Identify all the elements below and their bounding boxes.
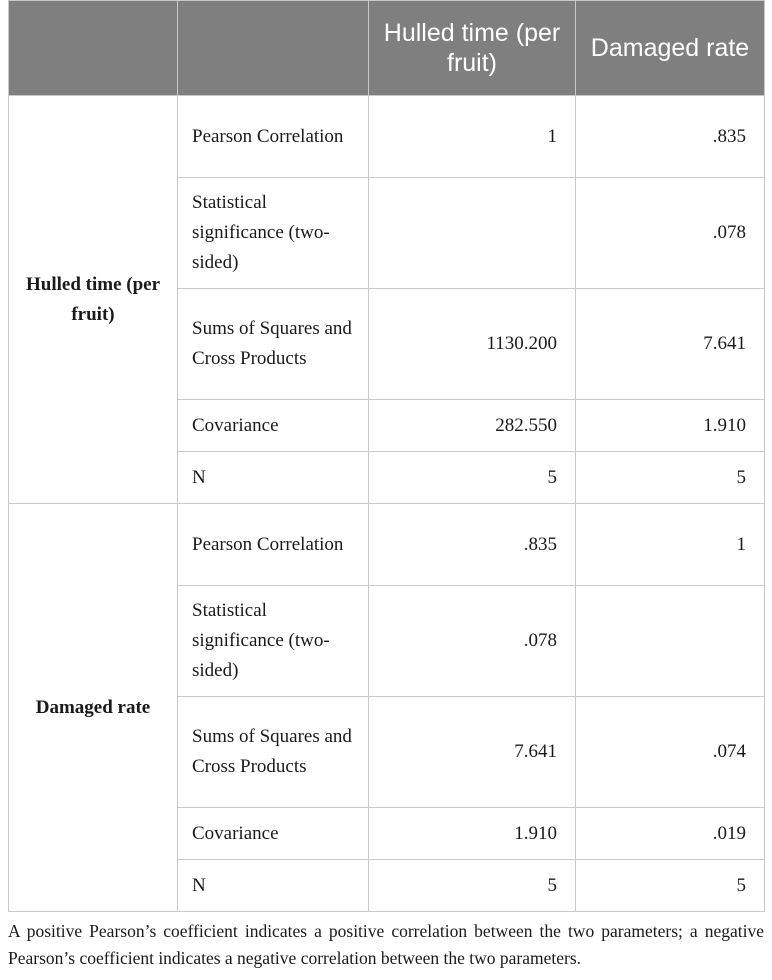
value-cell: 5 [576,860,765,912]
stat-label: Sums of Squares and Cross Products [178,697,369,808]
correlation-table-container [8,0,764,912]
header-damaged-rate: Damaged rate [576,1,765,96]
value-cell: .078 [369,586,576,697]
header-blank-cell [9,1,178,96]
value-cell: .835 [369,504,576,586]
group-label-damaged-rate: Damaged rate [9,504,178,912]
value-cell: 282.550 [369,400,576,452]
value-cell: .074 [576,697,765,808]
value-cell: 7.641 [369,697,576,808]
value-cell: 5 [369,860,576,912]
value-cell: 5 [369,452,576,504]
header-hulled-time: Hulled time (per fruit) [369,1,576,96]
table-footnote: A positive Pearson’s coefficient indicates a positive correlation between the two parameters; a negative Pearson’s coefficient indicates a negative correlation between the two parameters. [8,921,764,968]
value-cell [369,178,576,289]
group-label-hulled-time: Hulled time (per fruit) [9,96,178,504]
stat-label: N [178,860,369,912]
value-cell: 7.641 [576,289,765,400]
value-cell: .019 [576,808,765,860]
header-row [9,1,765,96]
value-cell [576,586,765,697]
stat-label: N [178,452,369,504]
value-cell: 1 [369,96,576,178]
stat-label: Covariance [178,808,369,860]
stat-label: Sums of Squares and Cross Products [178,289,369,400]
header-blank-cell-2 [178,1,369,96]
value-cell: 1.910 [369,808,576,860]
stat-label: Pearson Correlation [178,96,369,178]
value-cell: 1130.200 [369,289,576,400]
value-cell: 1.910 [576,400,765,452]
value-cell: .078 [576,178,765,289]
stat-label: Pearson Correlation [178,504,369,586]
stat-label: Covariance [178,400,369,452]
table-row [9,96,765,178]
table-row [9,504,765,586]
stat-label: Statistical significance (two-sided) [178,586,369,697]
value-cell: 5 [576,452,765,504]
correlation-table [8,0,765,912]
stat-label: Statistical significance (two-sided) [178,178,369,289]
value-cell: 1 [576,504,765,586]
value-cell: .835 [576,96,765,178]
